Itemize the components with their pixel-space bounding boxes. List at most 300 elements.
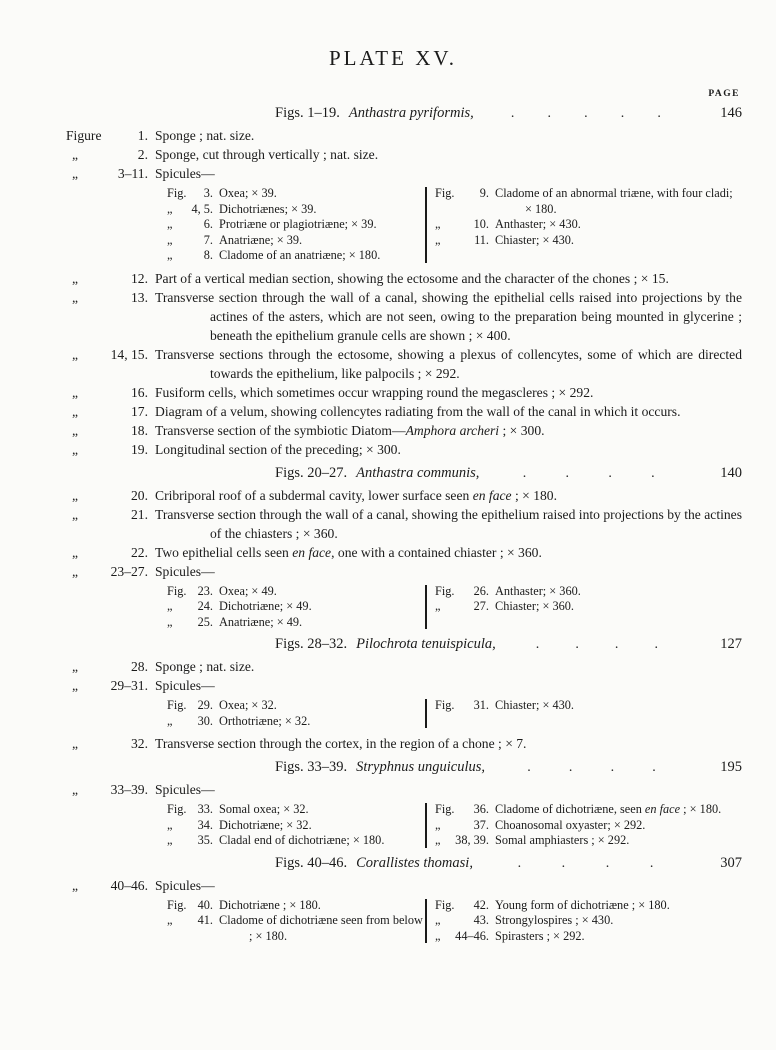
plain-text: ; × 180. — [511, 487, 558, 503]
figure-entry — [60, 164, 742, 183]
figure-entry — [60, 288, 742, 345]
entry-text — [155, 734, 742, 753]
ditto-mark: „ — [167, 713, 173, 728]
ditto-mark: „ — [72, 384, 79, 400]
entry-label — [60, 676, 148, 695]
plain-text: Spicules— — [155, 166, 215, 181]
heading-page-number: 195 — [720, 759, 742, 775]
spicule-entry — [167, 913, 425, 944]
figure-entry — [60, 269, 742, 288]
heading-figs-range: Figs. 20–27. — [275, 464, 348, 481]
fig-word: Fig. — [167, 186, 187, 200]
ditto-mark: „ — [167, 817, 173, 832]
leader-dot: . — [657, 106, 661, 121]
entry-label — [60, 543, 148, 562]
entry-label — [60, 486, 148, 505]
heading-page-number: 307 — [720, 854, 742, 871]
leader-dot: . — [610, 760, 615, 775]
entry-text — [155, 780, 742, 799]
fig-word: Fig. — [167, 698, 187, 712]
figure-number: 12. — [131, 270, 148, 286]
ditto-mark: „ — [435, 599, 441, 613]
dot-leader — [473, 856, 698, 872]
spicule-entry-text — [219, 818, 425, 834]
spicule-entry-text — [495, 217, 742, 233]
leader-dot: . — [561, 855, 566, 871]
plain-text: Protriæne or plagiotriæne; × 39. — [219, 217, 377, 231]
plain-text: Cribriporal roof of a subdermal cavity, lower surface seen — [155, 487, 473, 503]
section-heading — [60, 105, 742, 122]
spicule-block — [167, 186, 742, 264]
heading-species-title: Corallistes thomasi, — [356, 854, 473, 871]
plain-text: Somal amphiasters ; × 292. — [495, 833, 630, 847]
spicule-entry-text — [219, 714, 425, 730]
ditto-mark: „ — [72, 782, 79, 797]
figure-number: 23. — [197, 583, 213, 598]
fig-word: Fig. — [435, 583, 455, 598]
spicule-entry-label — [435, 584, 489, 600]
leader-dot: . — [547, 106, 551, 121]
plain-text: Anatriæne; × 49. — [219, 614, 303, 629]
leader-dot: . — [522, 465, 527, 481]
spicule-entry-label — [435, 186, 489, 217]
figure-entry — [60, 421, 742, 440]
entry-label — [60, 164, 148, 183]
ditto-mark: „ — [72, 736, 79, 751]
italic-text: Amphora archeri — [405, 422, 500, 438]
figure-number: 31. — [473, 698, 489, 712]
spicule-entry — [435, 584, 742, 600]
figure-entry — [60, 126, 742, 145]
spicule-entry-label — [167, 714, 213, 730]
entry-text — [155, 126, 742, 145]
ditto-mark: „ — [435, 817, 441, 832]
ditto-mark: „ — [435, 232, 441, 247]
spicule-entry-text — [495, 818, 742, 834]
spicule-entry-label — [167, 615, 213, 631]
figure-number: 32. — [131, 736, 148, 751]
spicule-block — [167, 698, 742, 729]
spicule-entry — [435, 913, 742, 929]
plain-text: Chiaster; × 360. — [495, 599, 574, 613]
spicule-entry-text — [219, 698, 425, 714]
leader-dot: . — [649, 855, 654, 871]
spicule-entry — [167, 833, 425, 849]
heading-figs-range: Figs. 40–46. — [275, 854, 348, 871]
spicule-column-right — [435, 898, 742, 945]
spicule-entry — [167, 714, 425, 730]
ditto-mark: „ — [72, 506, 79, 522]
spicule-entry-label — [435, 818, 489, 834]
ditto-mark: „ — [167, 217, 173, 231]
page-column-label: PAGE — [708, 89, 740, 99]
entry-label — [60, 505, 148, 543]
plain-text: ; × 300. — [499, 422, 545, 438]
plain-text: Spicules— — [155, 877, 215, 893]
spicule-entry-text — [219, 186, 425, 202]
heading-species-title: Anthastra communis, — [356, 464, 480, 481]
ditto-mark: „ — [435, 913, 441, 927]
plain-text: Orthotriæne; × 32. — [219, 713, 311, 728]
spicule-entry — [435, 599, 742, 615]
figure-number: 3. — [203, 186, 213, 200]
plain-text: Young form of dichotriæne ; × 180. — [495, 897, 670, 912]
plain-text: Cladome of an anatriæne; × 180. — [219, 248, 381, 262]
figure-number: 40. — [197, 897, 213, 912]
figure-entry — [60, 505, 742, 543]
plain-text: Oxea; × 49. — [219, 583, 277, 598]
plain-text: Transverse section through the wall of a canal, showing the epithelial cells raised into projections by the actines of the asters, which are not seen, owing to the preparation being mounted in glycerine ; beneath the epithelium granule cells are shown ; × 400. — [155, 289, 742, 343]
figure-number: 22. — [131, 544, 148, 560]
ditto-mark: „ — [167, 599, 173, 613]
leader-dot: . — [517, 855, 522, 871]
spicule-entry-label — [167, 217, 213, 233]
spicule-entry — [435, 929, 742, 945]
section-heading — [60, 465, 742, 482]
spicule-entry — [435, 818, 742, 834]
entry-label — [60, 288, 148, 345]
column-divider — [425, 803, 427, 848]
figure-entry — [60, 734, 742, 753]
entry-text — [155, 421, 742, 440]
spicule-column-left — [167, 698, 425, 729]
spicule-entry — [435, 698, 742, 714]
fig-word: Fig. — [167, 583, 187, 598]
spicule-entry — [167, 584, 425, 600]
figure-number: 23–27. — [110, 563, 148, 579]
figure-number: 42. — [473, 897, 489, 912]
figure-number: 26. — [473, 583, 489, 598]
heading-species-title: Stryphnus unguiculus, — [356, 759, 486, 775]
figure-entry — [60, 543, 742, 562]
ditto-mark: „ — [72, 678, 79, 693]
leader-dot: . — [575, 637, 579, 652]
entry-text — [155, 164, 742, 183]
ditto-mark: „ — [167, 232, 173, 247]
column-divider — [425, 699, 427, 728]
entry-text — [155, 345, 742, 383]
leader-dot: . — [654, 637, 658, 652]
spicule-entry-label — [167, 202, 213, 218]
plain-text: ; × 180. — [680, 802, 722, 816]
spicule-entry-text — [219, 913, 425, 944]
spicule-entry-text — [495, 599, 742, 615]
plain-text: Two epithelial cells seen — [155, 544, 293, 560]
figure-number: 34. — [197, 817, 213, 832]
plain-text: Longitudinal section of the preceding; × 300. — [155, 441, 401, 457]
section — [60, 465, 742, 631]
leader-dot: . — [535, 637, 540, 652]
spicule-entry — [167, 802, 425, 818]
spicule-entry — [435, 233, 742, 249]
spicule-column-right — [435, 698, 742, 729]
entry-text — [155, 657, 742, 676]
plain-text: Part of a vertical median section, showing the ectosome and the character of the chones ; × 15. — [155, 270, 669, 286]
section-heading — [60, 855, 742, 872]
figure-entry — [60, 876, 742, 895]
column-divider — [425, 585, 427, 630]
entry-text — [155, 269, 742, 288]
figure-number: 29–31. — [110, 678, 148, 693]
spicule-entry — [167, 698, 425, 714]
plain-text: Chiaster; × 430. — [495, 232, 574, 247]
leader-dot: . — [652, 760, 656, 775]
spicule-entry-text — [219, 898, 425, 914]
plain-text: Transverse section through the wall of a canal, showing the epithelium raised into projections by the actines of the chiasters ; × 360. — [155, 506, 742, 541]
spicule-entry-text — [495, 929, 742, 945]
figure-number: 27. — [473, 599, 489, 613]
figure-number: 38, 39. — [455, 833, 489, 847]
figure-list — [60, 105, 742, 944]
spicule-entry-text — [495, 802, 742, 818]
section — [60, 855, 742, 945]
spicule-column-right — [435, 584, 742, 631]
entry-text — [155, 505, 742, 543]
spicule-entry-text — [219, 833, 425, 849]
spicule-entry — [435, 802, 742, 818]
spicule-entry-label — [435, 217, 489, 233]
plain-text: Dichotriæne ; × 180. — [219, 897, 321, 912]
leader-dot: . — [614, 637, 619, 652]
plain-text: Cladome of an abnormal triæne, with four cladi; × 180. — [495, 186, 733, 216]
spicule-entry — [167, 202, 425, 218]
ditto-mark: „ — [167, 833, 173, 847]
spicule-entry-label — [167, 248, 213, 264]
spicule-column-left — [167, 584, 425, 631]
spicule-entry-text — [495, 233, 742, 249]
figure-number: 21. — [131, 506, 148, 522]
spicule-entry-label — [435, 233, 489, 249]
ditto-mark: „ — [167, 248, 173, 262]
entry-text — [155, 562, 742, 581]
spicule-entry — [167, 599, 425, 615]
leader-dot: . — [651, 465, 655, 481]
spicule-block — [167, 802, 742, 849]
italic-text: en face — [644, 802, 681, 816]
spicule-entry-text — [495, 898, 742, 914]
spicule-entry-label — [167, 233, 213, 249]
figure-entry — [60, 440, 742, 459]
entry-label — [60, 145, 148, 164]
entry-text — [155, 543, 742, 562]
leader-dot: . — [527, 760, 531, 775]
plain-text: Transverse section of the symbiotic Diatom— — [155, 422, 406, 438]
ditto-mark: „ — [435, 217, 441, 231]
figure-number: 8. — [203, 248, 213, 262]
figure-number: 9. — [479, 186, 489, 200]
spicule-entry-label — [435, 802, 489, 818]
entry-text — [155, 676, 742, 695]
entry-label — [60, 734, 148, 753]
spicule-entry-label — [435, 929, 489, 945]
figure-entry — [60, 145, 742, 164]
plain-text: Cladal end of dichotriæne; × 180. — [219, 833, 385, 847]
plain-text: Cladome of dichotriæne seen from below ; × 180. — [219, 913, 423, 943]
figure-number: 1. — [137, 128, 148, 143]
spicule-entry-label — [167, 599, 213, 615]
leader-dot: . — [605, 855, 610, 871]
heading-figs-range: Figs. 1–19. — [275, 105, 340, 121]
figure-number: 44–46. — [455, 928, 489, 943]
spicule-entry-label — [167, 898, 213, 914]
plain-text: Sponge, cut through vertically ; nat. size. — [155, 147, 379, 162]
plain-text: Fusiform cells, which sometimes occur wrapping round the megascleres ; × 292. — [155, 384, 594, 400]
spicule-entry-label — [435, 599, 489, 615]
leader-dot: . — [620, 106, 625, 121]
plain-text: Strongylospires ; × 430. — [495, 913, 614, 927]
figure-entry — [60, 345, 742, 383]
plain-text: Diagram of a velum, showing collencytes radiating from the wall of the canal in which it occurs. — [155, 403, 681, 419]
spicule-entry-text — [495, 698, 742, 714]
figure-number: 33–39. — [110, 782, 148, 797]
leader-dot: . — [608, 465, 612, 481]
spicule-entry-label — [167, 913, 213, 944]
spicule-entry-text — [219, 233, 425, 249]
spicule-entry-label — [167, 186, 213, 202]
heading-species-title: Anthastra pyriformis, — [348, 105, 474, 121]
ditto-mark: „ — [435, 833, 441, 847]
ditto-mark: „ — [72, 166, 79, 181]
section — [60, 636, 742, 753]
plain-text: , one with a contained chiaster ; × 360. — [331, 544, 542, 560]
entry-text — [155, 383, 742, 402]
plain-text: Spicules— — [155, 563, 215, 579]
figure-number: 37. — [473, 817, 489, 832]
plain-text: Spirasters ; × 292. — [495, 928, 585, 943]
figure-number: 25. — [197, 614, 213, 629]
spicule-entry-label — [167, 584, 213, 600]
entry-text — [155, 440, 742, 459]
figure-number: 28. — [131, 659, 148, 674]
spicule-entry — [167, 217, 425, 233]
plain-text: Choanosomal oxyaster; × 292. — [495, 817, 646, 832]
spicule-entry — [167, 233, 425, 249]
entry-label — [60, 780, 148, 799]
spicule-entry-text — [219, 802, 425, 818]
fig-word: Fig. — [435, 186, 455, 200]
figure-number: 2. — [137, 147, 148, 162]
figure-number: 3–11. — [117, 166, 148, 181]
spicule-column-right — [435, 186, 742, 264]
italic-text: en face — [292, 544, 332, 560]
figure-word: Figure — [66, 128, 102, 143]
dot-leader — [479, 466, 698, 482]
spicule-column-left — [167, 802, 425, 849]
entry-text — [155, 402, 742, 421]
heading-figs-range: Figs. 33–39. — [275, 759, 348, 775]
spicule-entry — [167, 615, 425, 631]
spicule-entry-text — [495, 833, 742, 849]
ditto-mark: „ — [72, 270, 79, 286]
figure-number: 18. — [131, 422, 148, 438]
entry-label — [60, 876, 148, 895]
section-heading — [60, 636, 742, 653]
fig-word: Fig. — [435, 897, 455, 912]
figure-number: 29. — [197, 698, 213, 712]
ditto-mark: „ — [167, 913, 173, 927]
plain-text: Oxea; × 39. — [219, 186, 277, 200]
entry-label — [60, 269, 148, 288]
fig-word: Fig. — [435, 698, 455, 712]
spicule-entry-label — [435, 698, 489, 714]
spicule-column-right — [435, 802, 742, 849]
plain-text: Oxea; × 32. — [219, 698, 277, 712]
figure-entry — [60, 657, 742, 676]
spicule-entry-text — [219, 217, 425, 233]
entry-label — [60, 126, 148, 145]
fig-word: Fig. — [435, 802, 455, 816]
ditto-mark: „ — [72, 441, 79, 457]
figure-entry — [60, 486, 742, 505]
ditto-mark: „ — [72, 346, 79, 362]
plain-text: Spicules— — [155, 782, 215, 797]
spicule-entry — [435, 833, 742, 849]
entry-label — [60, 402, 148, 421]
ditto-mark: „ — [72, 147, 79, 162]
ditto-mark: „ — [72, 877, 79, 893]
spicule-entry-label — [167, 802, 213, 818]
spicule-block — [167, 584, 742, 631]
leader-dot: . — [584, 106, 588, 121]
plain-text: Dichotriæne; × 32. — [219, 817, 312, 832]
heading-figs-range: Figs. 28–32. — [275, 636, 348, 652]
spicule-entry — [167, 818, 425, 834]
ditto-mark: „ — [167, 201, 173, 216]
spicule-entry-text — [219, 584, 425, 600]
spicule-entry-label — [167, 698, 213, 714]
fig-word: Fig. — [167, 802, 187, 816]
spicule-entry-text — [495, 913, 742, 929]
spicule-entry — [167, 898, 425, 914]
spicule-entry — [435, 217, 742, 233]
spicule-column-left — [167, 186, 425, 264]
entry-label — [60, 562, 148, 581]
spicule-entry — [435, 898, 742, 914]
figure-entry — [60, 676, 742, 695]
plain-text: Sponge ; nat. size. — [155, 659, 255, 674]
plain-text: Spicules— — [155, 678, 215, 693]
spicule-entry-text — [219, 599, 425, 615]
ditto-mark: „ — [435, 928, 441, 943]
spicule-entry-text — [495, 584, 742, 600]
figure-number: 35. — [197, 833, 213, 847]
ditto-mark: „ — [72, 659, 79, 674]
entry-label — [60, 657, 148, 676]
figure-number: 4, 5. — [191, 201, 213, 216]
spicule-entry-label — [167, 833, 213, 849]
figure-number: 36. — [473, 802, 489, 816]
heading-species-title: Pilochrota tenuispicula, — [356, 636, 496, 652]
figure-number: 13. — [131, 289, 148, 305]
plain-text: Somal oxea; × 32. — [219, 802, 309, 816]
spicule-entry-label — [435, 833, 489, 849]
leader-dot: . — [565, 465, 569, 481]
entry-text — [155, 288, 742, 345]
figure-number: 41. — [197, 913, 213, 927]
dot-leader — [485, 760, 698, 776]
column-divider — [425, 187, 427, 263]
plain-text: Anatriæne; × 39. — [219, 232, 303, 247]
section — [60, 759, 742, 849]
heading-page-number: 146 — [720, 105, 742, 121]
figure-entry — [60, 780, 742, 799]
heading-page-number: 140 — [720, 464, 742, 481]
italic-text: en face — [472, 487, 512, 503]
spicule-entry — [435, 186, 742, 217]
spicule-entry-text — [495, 186, 742, 217]
spicule-entry — [167, 186, 425, 202]
dot-leader — [496, 637, 698, 653]
